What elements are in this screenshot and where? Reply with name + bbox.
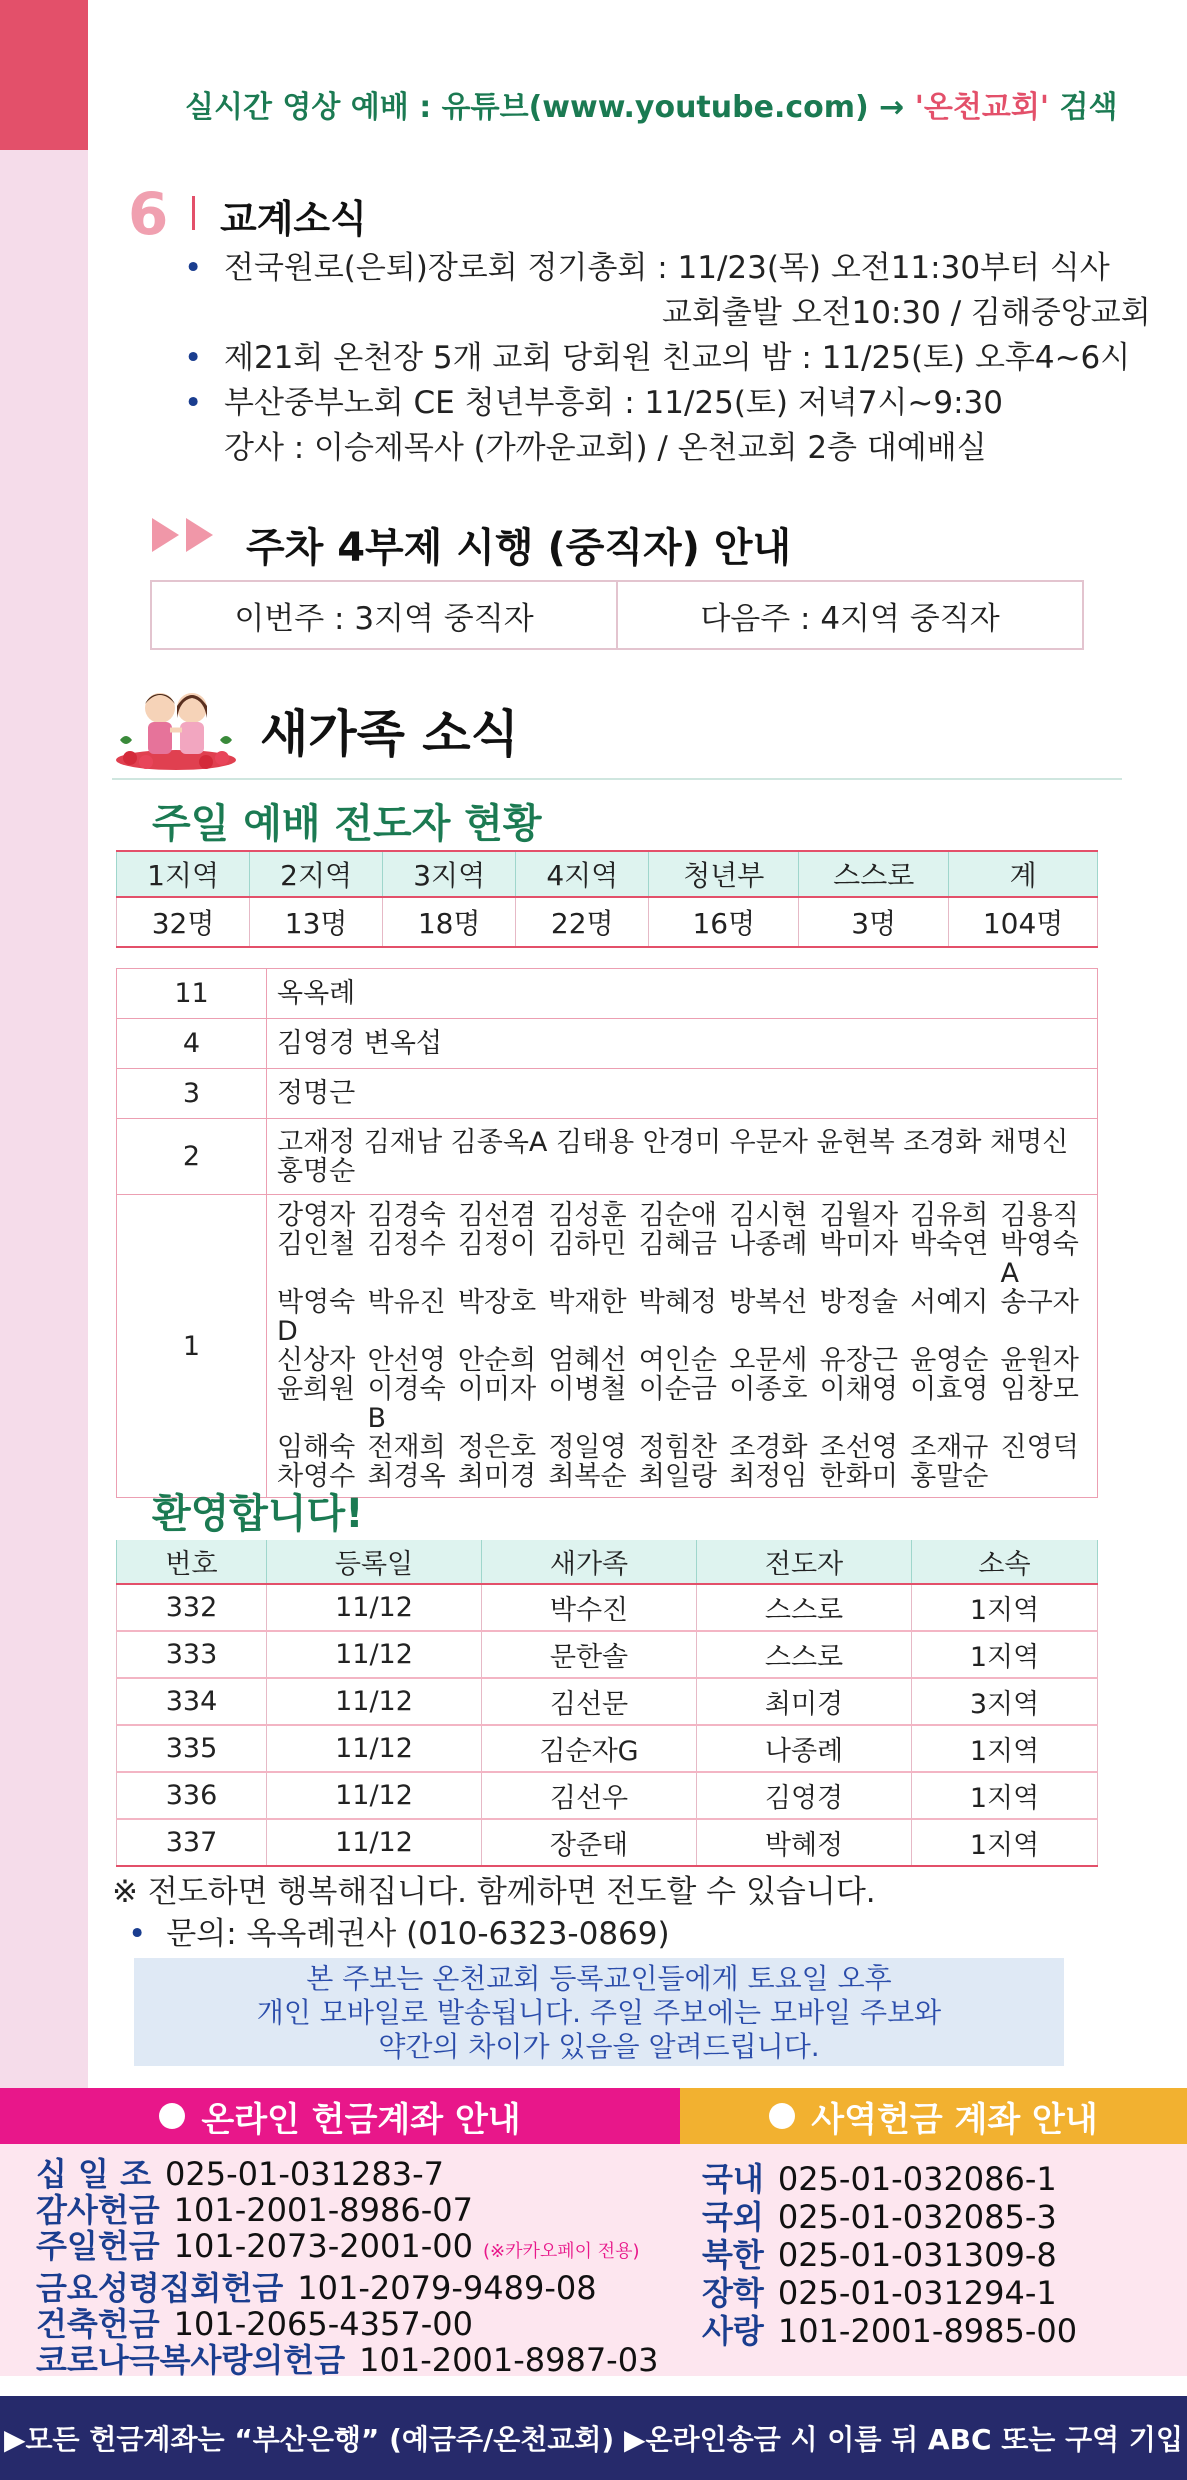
mission-offering-title: 사역헌금 계좌 안내: [811, 2099, 1098, 2140]
table-cell: 3지역: [912, 1678, 1098, 1725]
new-family-heading: [112, 680, 1122, 780]
evangelist-name: 박재한: [548, 1287, 627, 1318]
news-item: • 제21회 온천장 5개 교회 당회원 친교의 밤 : 11/25(토) 오후4~6시: [180, 336, 1160, 381]
table-cell: 18명: [383, 897, 516, 947]
account-label: 금요성령집회헌금: [36, 2269, 284, 2307]
evangelist-table: [116, 968, 1098, 1498]
table-row: [117, 1772, 1098, 1819]
kakaopay-note: (※카카오페이 전용): [482, 2241, 640, 2262]
evangelist-name: 김경숙: [367, 1200, 446, 1231]
news-item: • 부산중부노회 CE 청년부흥회 : 11/25(토) 저녁7시~9:30: [180, 381, 1160, 426]
evangelist-name: 이병철: [548, 1374, 627, 1405]
table-cell: 김선우: [482, 1772, 697, 1819]
evangelist-names: 김영경 변옥섭: [267, 1019, 1098, 1069]
table-cell: 11/12: [267, 1584, 482, 1631]
evangelist-name: 강영자: [277, 1200, 356, 1231]
table-cell: 1지역: [912, 1772, 1098, 1819]
parking-this-week: 이번주 : 3지역 중직자: [234, 600, 534, 637]
evangelist-name: 조경화: [729, 1432, 808, 1463]
table-header-row: [117, 851, 1098, 897]
parking-title: 주차 4부제 시행 (중직자) 안내: [246, 525, 792, 571]
evangelist-name: 김정수: [367, 1229, 446, 1260]
table-header-row: [117, 1540, 1098, 1584]
table-row: [117, 1631, 1098, 1678]
left-side-band: [0, 0, 88, 2088]
account-line: [36, 2156, 658, 2192]
evangelist-name: 전재희: [367, 1432, 446, 1463]
section-number: 6: [128, 180, 169, 248]
evangelist-name: 유장근: [819, 1345, 898, 1376]
account-number: 101-2001-8986-07: [173, 2191, 473, 2229]
section-divider: [192, 196, 195, 230]
couple-illustration-icon: [112, 680, 240, 772]
evangelist-name: 이채영: [819, 1374, 898, 1405]
table-cell: 337: [117, 1819, 267, 1866]
evangelist-name: 정힘찬: [638, 1432, 718, 1463]
table-cell: 335: [117, 1725, 267, 1772]
evangelist-name: 진영덕: [1000, 1432, 1079, 1463]
evangelist-name: 나종례: [729, 1229, 808, 1260]
account-line: [36, 2192, 658, 2228]
live-stream-prefix: 실시간 영상 예배 : 유튜브(www.youtube.com) →: [185, 90, 915, 125]
table-cell: 22명: [516, 897, 649, 947]
account-number: 101-2065-4357-00: [173, 2305, 473, 2343]
evangelist-names: 고재정 김재남 김종옥A 김태용 안경미 우문자 윤현복 조경화 채명신 홍명순: [267, 1119, 1098, 1195]
account-number: 025-01-031283-7: [165, 2155, 444, 2193]
contact-text: 문의: 옥옥례권사 (010-6323-0869): [166, 1916, 670, 1952]
evangelist-name: 여인순: [638, 1345, 718, 1376]
table-header-cell: 스스로: [799, 851, 949, 897]
table-header-cell: 전도자: [697, 1540, 912, 1584]
evangelist-name: 김용직: [1000, 1200, 1079, 1231]
evangelist-name: 윤영순: [910, 1345, 989, 1376]
evangelist-name: 김유희: [910, 1200, 989, 1231]
table-header-cell: 소속: [912, 1540, 1098, 1584]
evangelist-name: 김정이: [457, 1229, 537, 1260]
evangelist-name: 이효영: [910, 1374, 989, 1405]
new-family-title: 새가족 소식: [260, 704, 519, 763]
table-cell: 11/12: [267, 1725, 482, 1772]
table-cell: 11/12: [267, 1631, 482, 1678]
evangelist-name: 윤희원: [277, 1374, 356, 1405]
evangelist-name: 이순금: [638, 1374, 718, 1405]
evangelist-name: 박영숙D: [277, 1287, 356, 1347]
evangelist-name: 김하민: [548, 1229, 627, 1260]
account-label: 건축헌금: [36, 2305, 160, 2343]
evangelist-name: 박혜정: [638, 1287, 718, 1318]
evangelist-names: [267, 1195, 1098, 1498]
account-label: 십 일 조: [36, 2155, 152, 2193]
online-offering-title: 온라인 헌금계좌 안내: [201, 2099, 521, 2140]
table-cell: 최미경: [697, 1678, 912, 1725]
account-number: 101-2079-9489-08: [297, 2269, 597, 2307]
table-row: [117, 1195, 1098, 1498]
table-cell: 13명: [250, 897, 383, 947]
table-cell: 문한솔: [482, 1631, 697, 1678]
notice-line: 약간의 차이가 있음을 알려드립니다.: [378, 2030, 820, 2063]
evangelist-name: 엄혜선: [548, 1345, 627, 1376]
evangelist-count: 3: [117, 1069, 267, 1119]
table-row: [117, 1725, 1098, 1772]
evangelist-name: 최복순: [548, 1461, 627, 1492]
evangelist-name: 차영수: [277, 1461, 356, 1492]
new-family-table-body: [117, 1584, 1098, 1866]
news-item-continuation: 교회출발 오전10:30 / 김해중앙교회: [662, 295, 1151, 331]
live-stream-notice: [185, 82, 1117, 126]
section-rule: [112, 778, 1122, 780]
account-number: 101-2073-2001-00: [173, 2227, 473, 2265]
table-header-cell: 4지역: [516, 851, 649, 897]
evangelist-name: 임창모: [1000, 1374, 1079, 1405]
account-line: [36, 2342, 658, 2378]
evangelist-count: 11: [117, 969, 267, 1019]
evangelist-name: 서예지: [910, 1287, 989, 1318]
evangelist-count: 1: [117, 1195, 267, 1498]
table-header-cell: 등록일: [267, 1540, 482, 1584]
table-row: [117, 1678, 1098, 1725]
evangelist-name: 이미자: [457, 1374, 537, 1405]
evangelist-name: 최경옥: [367, 1461, 446, 1492]
account-line: [702, 2198, 1077, 2236]
live-stream-search-term: '온천교회': [914, 90, 1050, 125]
account-line: [36, 2270, 658, 2306]
table-cell: 스스로: [697, 1584, 912, 1631]
mobile-bulletin-notice: [134, 1958, 1064, 2066]
online-account-list: [36, 2156, 658, 2378]
account-line: [702, 2160, 1077, 2198]
account-label: 국내: [702, 2160, 764, 2198]
evangelist-name: 윤원자: [1000, 1345, 1079, 1376]
evangelist-name: 조재규: [910, 1432, 989, 1463]
notice-line: 본 주보는 온천교회 등록교인들에게 토요일 오후: [306, 1962, 892, 1995]
evangelist-name: 이종호: [729, 1374, 808, 1405]
evangelist-name: 홍말순: [910, 1461, 989, 1492]
account-label: 북한: [702, 2236, 764, 2274]
table-header-cell: 새가족: [482, 1540, 697, 1584]
parking-next-week: 다음주 : 4지역 중직자: [616, 582, 1082, 648]
table-row: [117, 1119, 1098, 1195]
table-cell: 김순자G: [482, 1725, 697, 1772]
evangelist-name: 안순희: [457, 1345, 537, 1376]
table-header-cell: 계: [949, 851, 1098, 897]
evangelist-name: 방정술: [819, 1287, 898, 1318]
table-cell: 박수진: [482, 1584, 697, 1631]
table-cell: 32명: [117, 897, 250, 947]
table-cell: 1지역: [912, 1725, 1098, 1772]
table-cell: 나종례: [697, 1725, 912, 1772]
table-cell: 1지역: [912, 1631, 1098, 1678]
table-row: [117, 1584, 1098, 1631]
evangelist-names: 옥옥례: [267, 969, 1098, 1019]
evangelist-name: 신상자: [277, 1345, 356, 1376]
account-label: 사랑: [702, 2312, 764, 2350]
evangelist-name: 안선영: [367, 1345, 446, 1376]
table-cell: 336: [117, 1772, 267, 1819]
evangelist-name: 오문세: [729, 1345, 808, 1376]
evangelist-count: 2: [117, 1119, 267, 1195]
evangelist-name: 박영숙A: [1000, 1229, 1079, 1289]
mission-offering-header: [680, 2088, 1187, 2144]
contact-line: [128, 1908, 670, 1953]
evangelism-summary-table: [116, 850, 1098, 948]
table-cell: 박혜정: [697, 1819, 912, 1866]
account-number: 025-01-031294-1: [777, 2274, 1057, 2312]
account-label: 감사헌금: [36, 2191, 160, 2229]
live-stream-suffix: 검색: [1049, 90, 1118, 125]
account-label: 코로나극복사랑의헌금: [36, 2341, 346, 2379]
section-title: 교계소식: [220, 197, 367, 241]
account-number: 101-2001-8985-00: [777, 2312, 1078, 2350]
evangelist-name: 김시현: [729, 1200, 808, 1231]
evangelist-name: 정은호: [457, 1432, 537, 1463]
evangelist-name: 방복선: [729, 1287, 808, 1318]
table-cell: 332: [117, 1584, 267, 1631]
evangelist-name: 조선영: [819, 1432, 898, 1463]
notice-line: 개인 모바일로 발송됩니다. 주일 주보에는 모바일 주보와: [256, 1996, 942, 2029]
account-line: [702, 2312, 1077, 2350]
evangelist-name: 김혜금: [638, 1229, 718, 1260]
online-offering-header: [0, 2088, 680, 2144]
circle-bullet-icon: [769, 2103, 795, 2129]
evangelist-name: 이경숙B: [367, 1374, 446, 1434]
table-cell: 1지역: [912, 1584, 1098, 1631]
account-line: [36, 2306, 658, 2342]
evangelist-name: 송구자: [1000, 1287, 1079, 1318]
parking-schedule-box: [150, 580, 1084, 650]
new-family-table: [116, 1540, 1098, 1867]
evangelist-count: 4: [117, 1019, 267, 1069]
table-cell: 장준태: [482, 1819, 697, 1866]
account-line: [36, 2228, 658, 2270]
evangelist-name: 임해숙: [277, 1432, 356, 1463]
table-header-cell: 번호: [117, 1540, 267, 1584]
table-header-cell: 1지역: [117, 851, 250, 897]
table-cell: 스스로: [697, 1631, 912, 1678]
evangelist-name: 박숙연: [910, 1229, 989, 1260]
account-label: 장학: [702, 2274, 764, 2312]
table-header-cell: 청년부: [649, 851, 799, 897]
account-number: 025-01-031309-8: [777, 2236, 1057, 2274]
footer-banner: ▶모든 헌금계좌는 “부산은행” (예금주/온천교회) ▶온라인송금 시 이름 뒤 ABC 또는 구역 기입: [0, 2396, 1187, 2480]
table-row: [117, 969, 1098, 1019]
table-cell: 11/12: [267, 1772, 482, 1819]
account-label: 국외: [702, 2198, 764, 2236]
table-cell: 김영경: [697, 1772, 912, 1819]
church-news-list: [180, 246, 1160, 471]
table-cell: 333: [117, 1631, 267, 1678]
account-number: 025-01-032086-1: [777, 2160, 1057, 2198]
welcome-title: 환영합니다!: [152, 1491, 364, 1537]
account-line: [702, 2274, 1077, 2312]
account-number: 101-2001-8987-03: [359, 2341, 659, 2379]
evangelist-name: 정일영: [548, 1432, 627, 1463]
table-row: [117, 897, 1098, 947]
table-header-cell: 2지역: [250, 851, 383, 897]
news-item-continuation: 강사 : 이승제목사 (가까운교회) / 온천교회 2층 대예배실: [224, 430, 987, 466]
evangelist-name: 최정임: [729, 1461, 808, 1492]
evangelist-name: 한화미: [819, 1461, 898, 1492]
bullet-icon: •: [128, 1916, 147, 1952]
table-header-cell: 3지역: [383, 851, 516, 897]
account-label: 주일헌금: [36, 2227, 160, 2265]
table-cell: 김선문: [482, 1678, 697, 1725]
table-cell: 3명: [799, 897, 949, 947]
table-cell: 11/12: [267, 1678, 482, 1725]
table-row: [117, 1819, 1098, 1866]
table-cell: 11/12: [267, 1819, 482, 1866]
evangelist-name: 박유진: [367, 1287, 446, 1318]
news-item: • 전국원로(은퇴)장로회 정기총회 : 11/23(목) 오전11:30부터 식사: [180, 246, 1160, 291]
evangelism-title: 주일 예배 전도자 현황: [152, 801, 542, 847]
evangelist-name: 최일랑: [638, 1461, 718, 1492]
account-number: 025-01-032085-3: [777, 2198, 1057, 2236]
evangelism-slogan: ※ 전도하면 행복해집니다. 함께하면 전도할 수 있습니다.: [112, 1874, 876, 1910]
table-cell: 16명: [649, 897, 799, 947]
circle-bullet-icon: [159, 2103, 185, 2129]
evangelist-name: 김선겸: [457, 1200, 537, 1231]
evangelist-name: 최미경: [457, 1461, 537, 1492]
evangelist-name: 김순애: [638, 1200, 718, 1231]
mission-account-list: [702, 2160, 1077, 2350]
table-cell: 334: [117, 1678, 267, 1725]
evangelist-name: 박장호: [457, 1287, 537, 1318]
evangelist-names: 정명근: [267, 1069, 1098, 1119]
evangelist-name: 김성훈: [548, 1200, 627, 1231]
evangelist-name-grid: [277, 1201, 1087, 1491]
account-line: [702, 2236, 1077, 2274]
evangelist-name: 박미자: [819, 1229, 898, 1260]
evangelist-name: 김월자: [819, 1200, 898, 1231]
table-cell: 1지역: [912, 1819, 1098, 1866]
table-row: [117, 1069, 1098, 1119]
table-cell: 104명: [949, 897, 1098, 947]
table-row: [117, 1019, 1098, 1069]
evangelist-name: 김인철: [277, 1229, 356, 1260]
